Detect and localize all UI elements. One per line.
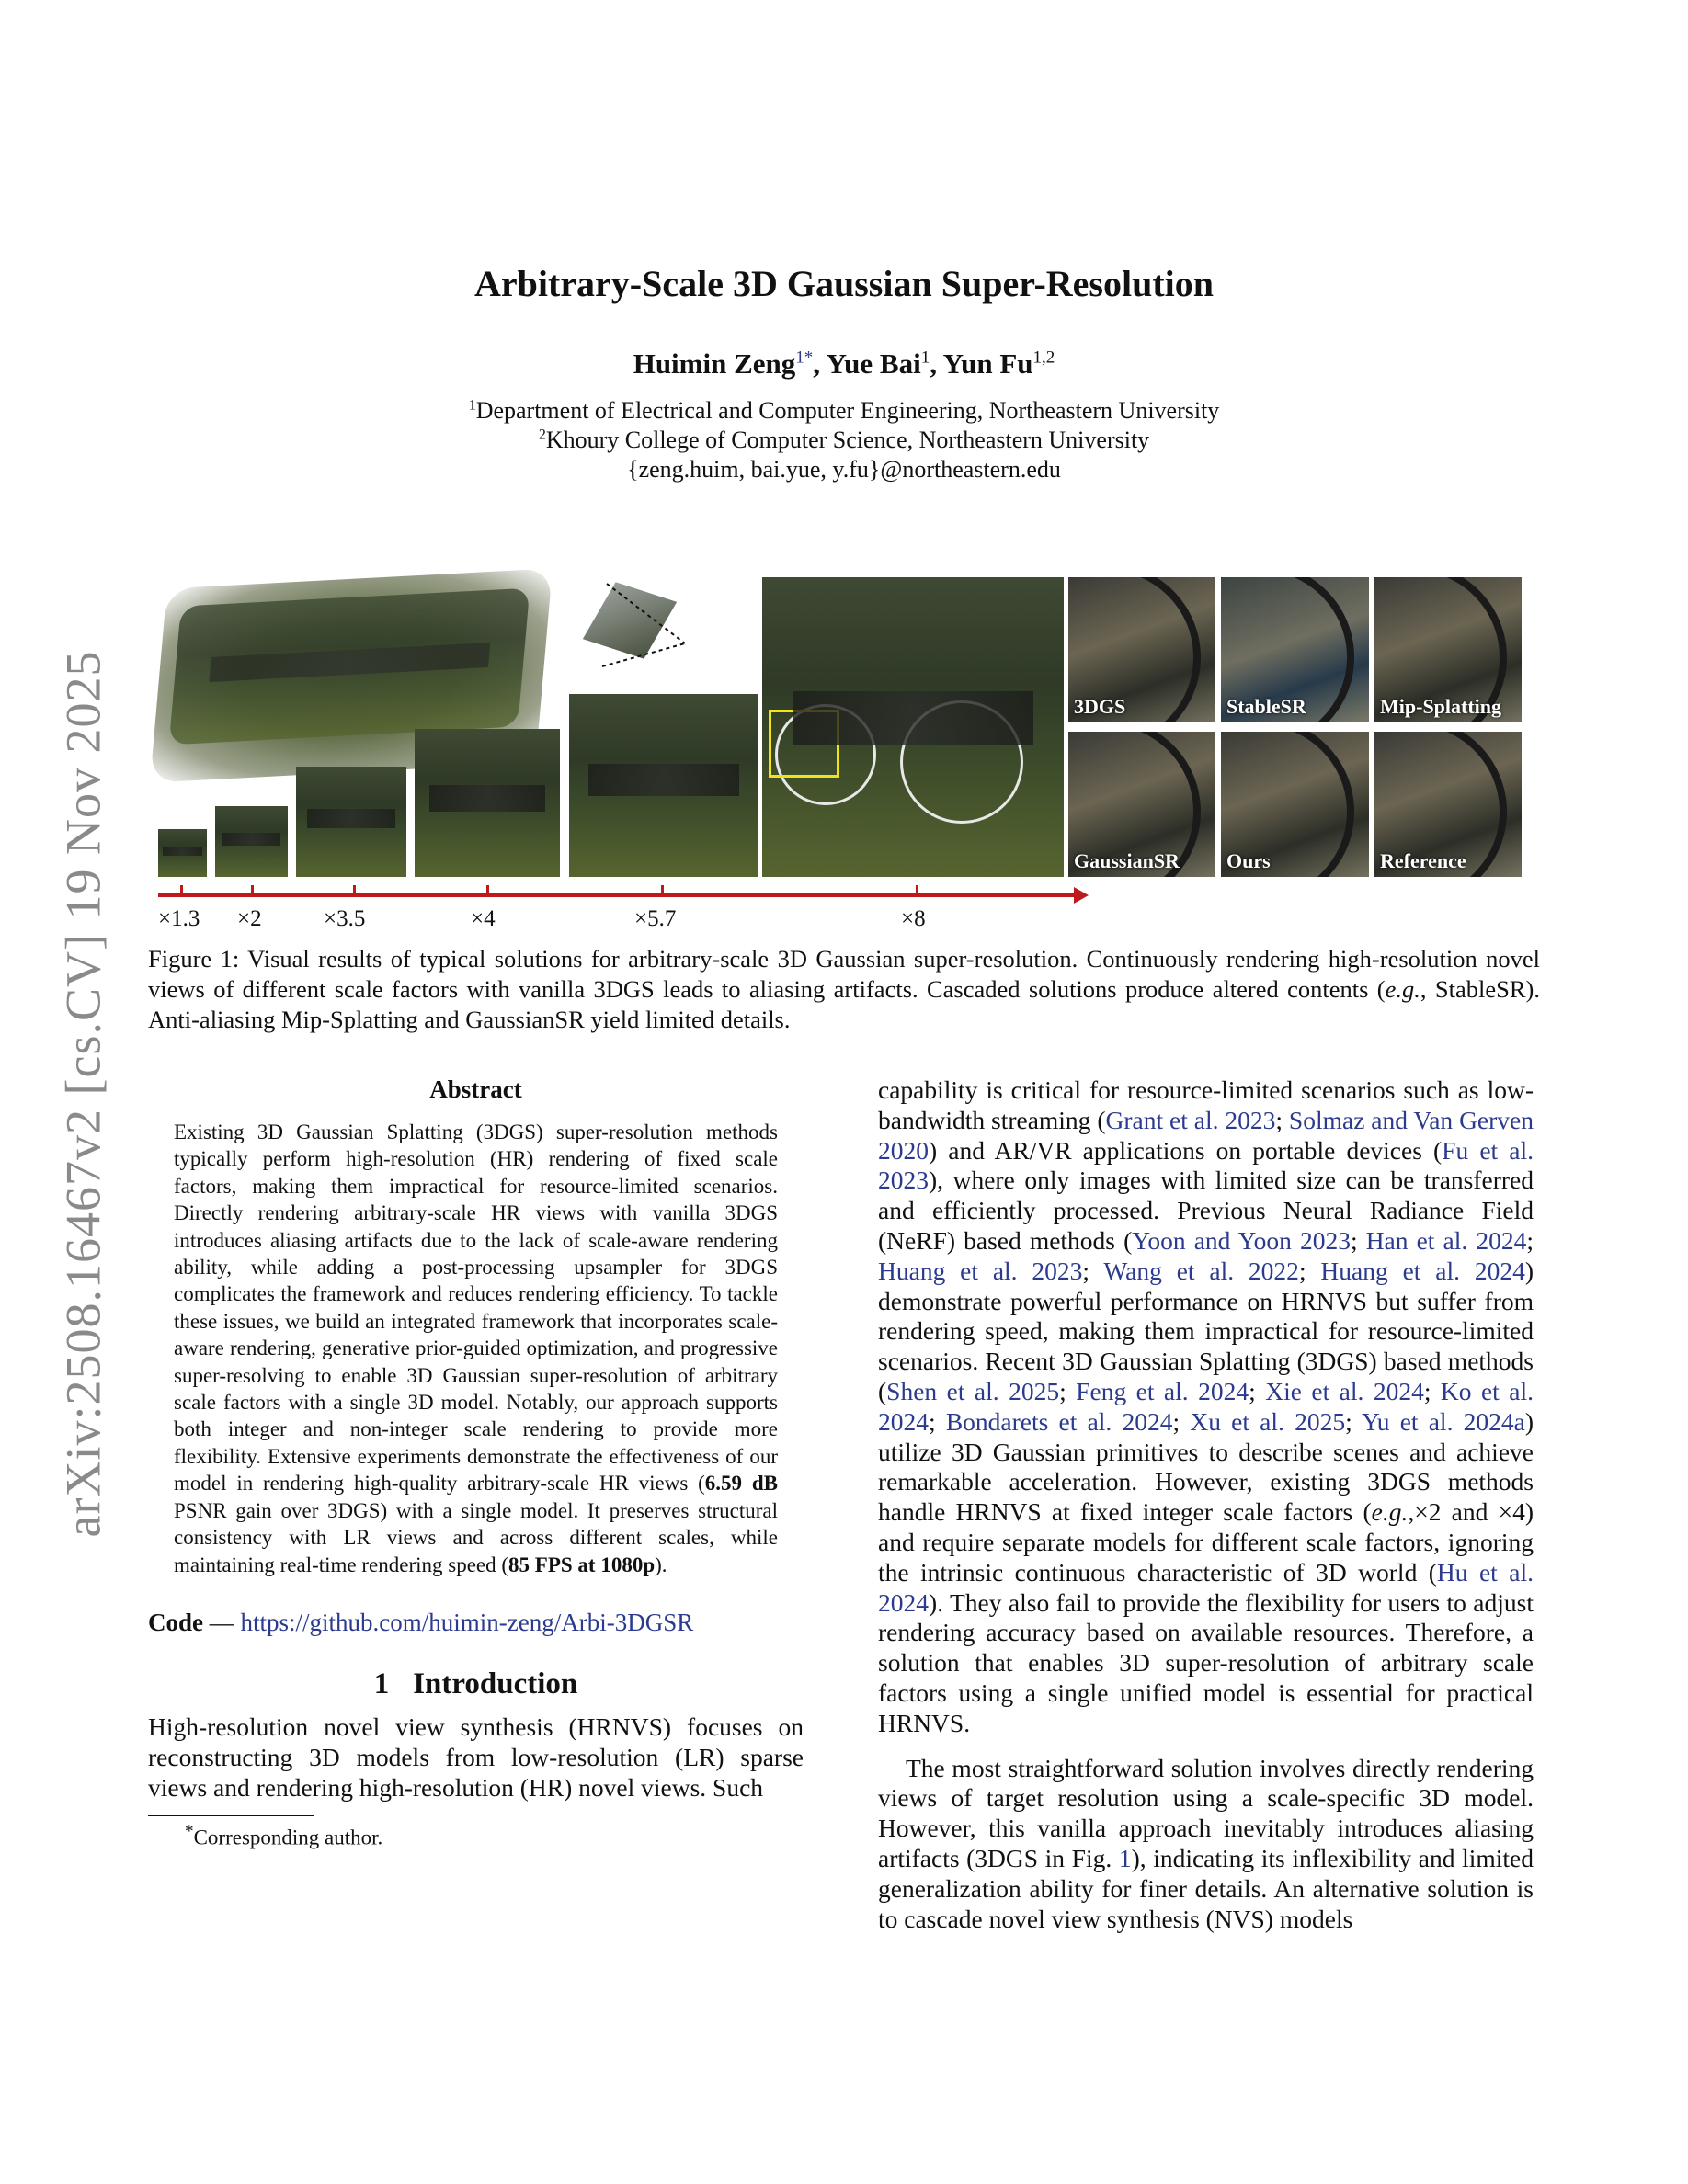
citation-link[interactable]: Huang et al. 2023 (878, 1256, 1083, 1285)
body-text: ), where only images with limited size can be transferred and efficiently processed. Previous Neural Radiance Field (NeRF) based methods ( (878, 1166, 1534, 1255)
citation-link[interactable]: Huang et al. 2024 (1320, 1256, 1525, 1285)
body-text: ) and AR/VR applications on portable devices ( (929, 1135, 1443, 1165)
author-affiliation-mark: 1 (920, 347, 930, 368)
intro-paragraph-continued: capability is critical for resource-limited scenarios such as low-bandwidth streaming (Grant et al. 2023; Solmaz and Van Gerven 2020) and AR/VR applications on portable devices (Fu et al. 2023), where only images with limited size can be transferred and efficiently processed. Previous Neural Radiance Field (NeRF) based methods (Yoon and Yoon 2023; Han et al. 2024; Huang et al. 2023; Wang et al. 2022; Huang et al. 2024) demonstrate powerful performance on HRNVS but suffer from rendering speed, making them impractical for resource-limited scenarios. Recent 3D Gaussian Splatting (3DGS) based methods (Shen et al. 2025; Feng et al. 2024; Xie et al. 2024; Ko et al. 2024; Bondarets et al. 2024; Xu et al. 2025; Yu et al. 2024a) utilize 3D Gaussian primitives to describe scenes and achieve remarkable acceleration. However, existing 3DGS methods handle HRNVS at fixed integer scale factors (e.g.,×2 and ×4) and require separate models for different scale factors, ignoring the intrinsic continuous characteristic of 3D world (Hu et al. 2024). They also fail to provide the flexibility for users to adjust rendering accuracy based on available resources. Therefore, a solution that enables 3D super-resolution of arbitrary scale factors using a single unified model is essential for practical HRNVS. (878, 1075, 1534, 1737)
figure-reference-link[interactable]: 1 (1118, 1843, 1132, 1872)
scale-label-x1.3: ×1.3 (158, 906, 200, 931)
method-label-3dgs: 3DGS (1074, 695, 1126, 718)
citation-link[interactable]: Yu et al. 2024a (1361, 1406, 1525, 1436)
caption-eg: e.g. (1385, 975, 1420, 1003)
scale-label-x2: ×2 (237, 906, 262, 931)
render-x8-image (762, 577, 1064, 877)
body-text: ) demonstrate powerful performance on HRNVS but suffer from rendering speed, making them impractical for resource-limited scenarios. Recent 3D Gaussian Splatting (3DGS) based methods ( (878, 1256, 1534, 1405)
citation-link[interactable]: Hu et al. 2024 (878, 1557, 1534, 1617)
github-link[interactable]: https://github.com/huimin-zeng/Arbi-3DGSR (240, 1608, 694, 1636)
abstract-body (174, 1119, 778, 1578)
footnote-divider (148, 1815, 314, 1816)
abstract-text: Existing 3D Gaussian Splatting (3DGS) super-resolution methods typically perform high-resolution (HR) rendering of fixed scale factors, making them impractical for resource-limited scenarios. Directly rendering arbitrary-scale HR views with vanilla 3DGS introduces aliasing artifacts due to the lack of scale-aware rendering ability, while adding a post-processing upsampler for 3DGS complicates the framework and reduces rendering efficiency. To tackle these issues, we build an integrated framework that incorporates scale-aware rendering, generative prior-guided optimization, and progressive super-resolving to enable 3D Gaussian super-resolution of arbitrary scale factors with a single 3D model. Notably, our approach supports both integer and non-integer scale rendering to provide more flexibility. Extensive experiments demonstrate the effectiveness of our model in rendering high-quality arbitrary-scale HR views ( (174, 1120, 778, 1496)
scale-tick (251, 885, 254, 896)
code-link-line (148, 1608, 804, 1638)
crop-3dgs (1068, 577, 1215, 722)
affiliation-text: Khoury College of Computer Science, Northeastern University (545, 427, 1150, 453)
body-text: ,×2 and ×4) and require separate models for different scale factors, ignoring the intrinsic continuous characteristic of 3D world ( (878, 1497, 1534, 1587)
affiliation-line (0, 397, 1688, 425)
scale-tick (180, 885, 183, 896)
citation-link[interactable]: Solmaz and Van Gerven 2020 (878, 1105, 1534, 1165)
citation-link[interactable]: Wang et al. 2022 (1103, 1256, 1299, 1285)
scale-label-x3.5: ×3.5 (324, 906, 366, 931)
camera-frustum-lines (588, 574, 699, 676)
citation-link[interactable]: Shen et al. 2025 (886, 1376, 1060, 1405)
citation-link[interactable]: Feng et al. 2024 (1076, 1376, 1249, 1405)
caption-label: Figure 1: (148, 945, 240, 973)
method-label-gaussiansr: GaussianSR (1074, 849, 1180, 872)
render-x3.5-thumbnail (296, 767, 406, 877)
render-x4-thumbnail (415, 729, 560, 877)
crop-stablesr (1221, 577, 1369, 722)
author-affiliation-mark: 1,2 (1032, 347, 1055, 368)
body-text: ) utilize 3D Gaussian primitives to describe scenes and achieve remarkable acceleration. However, existing 3DGS methods handle HRNVS at fixed integer scale factors ( (878, 1406, 1534, 1527)
crop-reference (1374, 732, 1522, 877)
caption-text: , StableSR). Anti-aliasing Mip-Splatting and GaussianSR yield limited details. (148, 975, 1540, 1033)
citation-link[interactable]: Ko et al. 2024 (878, 1376, 1534, 1436)
body-text: capability is critical for resource-limited scenarios such as low-bandwidth streaming ( (878, 1075, 1534, 1134)
section-title: Introduction (413, 1666, 578, 1701)
figure-caption (148, 944, 1540, 1035)
footnote-mark: * (185, 1822, 194, 1842)
author-list: Huimin Zeng$^{1*}$, Yue Bai$^1$, Yun Fu$^{1,2}$ (633, 347, 1055, 380)
abstract-text: PSNR gain over 3DGS) with a single model. It preserves structural consistency with LR views and across different scales, while maintaining real-time rendering speed ( (174, 1498, 778, 1576)
crop-ours (1221, 732, 1369, 877)
bicycle-front-wheel (900, 700, 1023, 824)
figure-wide-view-image (169, 588, 530, 745)
body-text: ), indicating its inflexibility and limited generalization ability for finer details. An alternative solution is to cascade novel view synthesis (NVS) models (878, 1843, 1534, 1933)
scale-label-x5.7: ×5.7 (634, 906, 677, 931)
left-column (148, 1075, 804, 1850)
footnote (185, 1822, 804, 1850)
method-label-ours: Ours (1226, 849, 1271, 872)
intro-paragraph: High-resolution novel view synthesis (HRNVS) focuses on reconstructing 3D models from low-resolution (LR) sparse views and rendering high-resolution (HR) novel views. Such (148, 1712, 804, 1802)
citation-link[interactable]: Xu et al. 2025 (1190, 1406, 1346, 1436)
scale-factor-axis (158, 893, 1078, 897)
crop-gaussiansr (1068, 732, 1215, 877)
author-name: Yun Fu (942, 347, 1033, 380)
citation-link[interactable]: Bondarets et al. 2024 (945, 1406, 1173, 1436)
caption-text: Visual results of typical solutions for arbitrary-scale 3D Gaussian super-resolution. Continuously rendering high-resolution novel views of different scale factors with vanilla 3DGS leads to aliasing artifacts. Cascaded solutions produce altered contents ( (148, 945, 1541, 1003)
author-name: Yue Bai (826, 347, 921, 380)
body-text: The most straightforward solution involves directly rendering views of target resolution using a scale-specific 3D model. However, this vanilla approach inevitably introduces aliasing artifacts (3DGS in Fig. (878, 1753, 1534, 1872)
scale-tick (661, 885, 664, 896)
citation-link[interactable]: Grant et al. 2023 (1105, 1105, 1276, 1134)
abstract-heading: Abstract (429, 1075, 522, 1103)
author-name: Huimin Zeng (633, 347, 796, 380)
author-emails: {zeng.huim, bai.yue, y.fu}@northeastern.edu (627, 456, 1061, 483)
render-x1.3-thumbnail (158, 829, 207, 877)
scale-tick (916, 885, 918, 896)
method-label-stablesr: StableSR (1226, 695, 1306, 718)
crop-mip-splatting (1374, 577, 1522, 722)
scale-tick (353, 885, 356, 896)
render-x2-thumbnail (215, 806, 288, 877)
affiliation-line (0, 427, 1688, 454)
body-paragraph (878, 1754, 1534, 1935)
abstract-text: ). (655, 1553, 667, 1576)
footnote-text: Corresponding author. (193, 1826, 383, 1849)
arxiv-sidebar (46, 607, 120, 1581)
citation-link[interactable]: Fu et al. 2023 (878, 1135, 1534, 1195)
zoom-region-box (769, 710, 839, 778)
affiliation-mark: 1 (468, 397, 476, 414)
scale-tick (486, 885, 489, 896)
scale-label-x4: ×4 (471, 906, 496, 931)
citation-link[interactable]: Han et al. 2024 (1365, 1225, 1527, 1255)
body-text: ). They also fail to provide the flexibility for users to adjust rendering accuracy based on available resources. Therefore, a solution that enables 3D super-resolution of arbitrary scale factors using a single unified model is essential for practical HRNVS. (878, 1587, 1534, 1737)
axis-arrowhead (1074, 887, 1089, 904)
citation-link[interactable]: Xie et al. 2024 (1265, 1376, 1424, 1405)
section-heading-introduction (148, 1667, 804, 1701)
eg-italic: e.g. (1371, 1497, 1409, 1527)
arxiv-identifier: arXiv:2508.16467v2 [cs.CV] 19 Nov 2025 (55, 650, 111, 1538)
code-dash: — (203, 1608, 241, 1636)
affiliation-text: Department of Electrical and Computer Engineering, Northeastern University (475, 397, 1220, 424)
section-number: 1 (373, 1666, 390, 1701)
author-affiliation-mark: 1* (795, 347, 814, 368)
affiliation-mark: 2 (538, 427, 546, 443)
code-label: Code (148, 1608, 203, 1636)
citation-link[interactable]: Yoon and Yoon 2023 (1132, 1225, 1351, 1255)
fps-value: 85 FPS at 1080p (508, 1553, 656, 1576)
right-column (878, 1075, 1534, 1934)
method-label-mip-splatting: Mip-Splatting (1380, 695, 1502, 718)
method-label-reference: Reference (1380, 849, 1466, 872)
psnr-gain: 6.59 dB (704, 1472, 778, 1496)
scale-label-x8: ×8 (901, 906, 926, 931)
render-x5.7-thumbnail (569, 694, 758, 877)
paper-title: Arbitrary-Scale 3D Gaussian Super-Resolution (473, 263, 1215, 304)
